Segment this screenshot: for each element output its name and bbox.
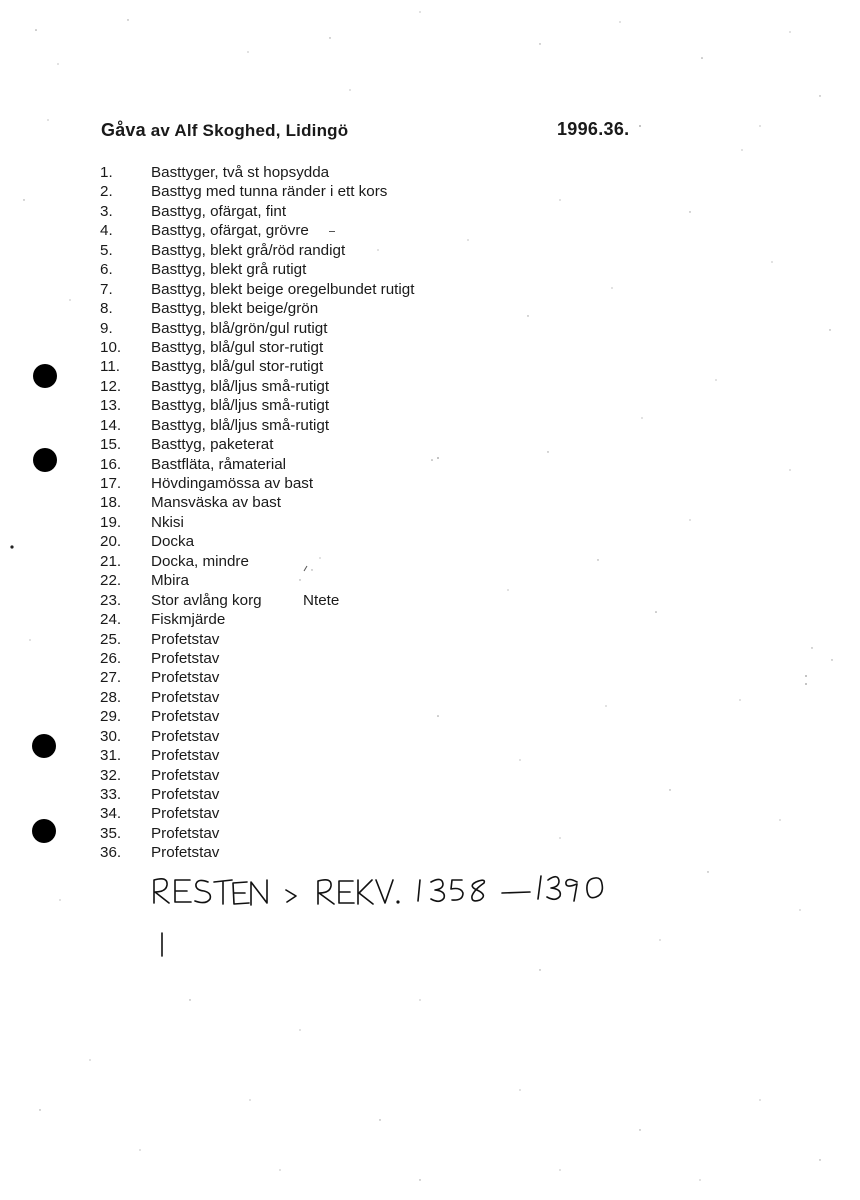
- item-description: Basttyg, blå/gul stor-rutigt: [151, 338, 324, 356]
- item-number: 11.: [100, 358, 120, 376]
- item-number: 13.: [100, 397, 122, 415]
- item-description: Basttyg, blekt beige oregelbundet rutigt: [151, 280, 415, 298]
- item-number: 25.: [100, 630, 122, 648]
- item-description: Basttyg, blå/ljus små-rutigt: [151, 397, 330, 415]
- item-description: Basttyg, blå/ljus små-rutigt: [151, 416, 330, 434]
- item-description: Docka: [151, 533, 195, 551]
- item-number: 23.: [100, 591, 122, 609]
- item-number: 1.: [100, 164, 113, 181]
- item-description: Fiskmjärde: [151, 611, 226, 629]
- item-number: 6.: [100, 261, 113, 279]
- item-description: Basttyg, blekt beige/grön: [151, 300, 319, 318]
- item-number: 29.: [100, 708, 122, 726]
- item-description: Basttyg, blå/grön/gul rutigt: [151, 319, 328, 337]
- item-number: 18.: [100, 494, 122, 512]
- accession-number: 1996.36.: [557, 119, 630, 139]
- item-description: Basttyg, blekt grå rutigt: [151, 261, 307, 279]
- item-number: 32.: [100, 766, 122, 784]
- punch-hole-3: [32, 734, 56, 758]
- item-number: 2.: [100, 183, 113, 201]
- item-number: 34.: [100, 805, 122, 823]
- item-number: 16.: [100, 455, 122, 473]
- item-number: 4.: [100, 222, 113, 240]
- item-number: 9.: [100, 319, 113, 337]
- item-description: Profetstav: [151, 688, 220, 706]
- item-description: Profetstav: [151, 786, 220, 803]
- item-number: 3.: [100, 202, 113, 220]
- item-description: Mansväska av bast: [151, 494, 281, 512]
- item-description: Profetstav: [151, 669, 220, 687]
- donation-title-rest: av Alf Skoghed, Lidingö: [145, 121, 349, 140]
- item-number: 20.: [100, 533, 122, 551]
- item-description: Profetstav: [151, 649, 220, 667]
- punch-hole-4: [32, 819, 56, 843]
- item-number: 22.: [100, 572, 122, 590]
- item-number: 12.: [100, 377, 122, 395]
- item-description: Basttyger, två st hopsydda: [151, 164, 330, 181]
- item-number: 31.: [100, 747, 122, 765]
- donation-title: [101, 120, 348, 141]
- item-description: Docka, mindre: [151, 552, 249, 570]
- item-description: Basttyg, paketerat: [151, 436, 274, 454]
- item-number: 17.: [100, 475, 122, 492]
- item-description: Stor avlång korg: [151, 591, 262, 609]
- item-number: 5.: [100, 241, 113, 259]
- item-description: Profetstav: [151, 727, 220, 745]
- item-description: Profetstav: [151, 824, 220, 842]
- item-description: Profetstav: [151, 766, 220, 784]
- item-description: Profetstav: [151, 747, 220, 765]
- punch-hole-2: [33, 448, 57, 472]
- item-number: 26.: [100, 649, 122, 667]
- item-description: Basttyg, blekt grå/röd randigt: [151, 241, 346, 259]
- item-number: 30.: [100, 727, 122, 745]
- item-description: Basttyg, ofärgat, fint: [151, 202, 287, 220]
- item-annotation: Ntete: [303, 591, 340, 609]
- item-description: Nkisi: [151, 513, 184, 531]
- item-number: 36.: [100, 844, 122, 862]
- item-description: Profetstav: [151, 630, 220, 648]
- item-number: 27.: [100, 669, 122, 687]
- item-description: Profetstav: [151, 805, 220, 823]
- item-number: 19.: [100, 513, 122, 531]
- item-number: 28.: [100, 688, 122, 706]
- item-description: Profetstav: [151, 708, 220, 726]
- item-number: 8.: [100, 300, 113, 318]
- item-description: Basttyg med tunna ränder i ett kors: [151, 183, 388, 201]
- item-number: 24.: [100, 611, 122, 629]
- item-description: Hövdingamössa av bast: [151, 475, 314, 492]
- item-number: 15.: [100, 436, 122, 454]
- item-number: 35.: [100, 824, 122, 842]
- item-description: Basttyg, blå/gul stor-rutigt: [151, 358, 324, 376]
- donation-title-lead: Gåva: [101, 120, 146, 140]
- item-number: 7.: [100, 280, 113, 298]
- handwritten-note: [150, 868, 620, 958]
- item-description: Basttyg, ofärgat, grövre: [151, 222, 309, 240]
- item-description: Mbira: [151, 572, 189, 590]
- item-number: 21.: [100, 552, 122, 570]
- item-number: 14.: [100, 416, 122, 434]
- item-number: 10.: [100, 338, 122, 356]
- item-description: Basttyg, blå/ljus små-rutigt: [151, 377, 330, 395]
- punch-hole-1: [33, 364, 57, 388]
- item-description: Profetstav: [151, 844, 220, 862]
- item-description: Bastfläta, råmaterial: [151, 455, 287, 473]
- item-number: 33.: [100, 786, 122, 803]
